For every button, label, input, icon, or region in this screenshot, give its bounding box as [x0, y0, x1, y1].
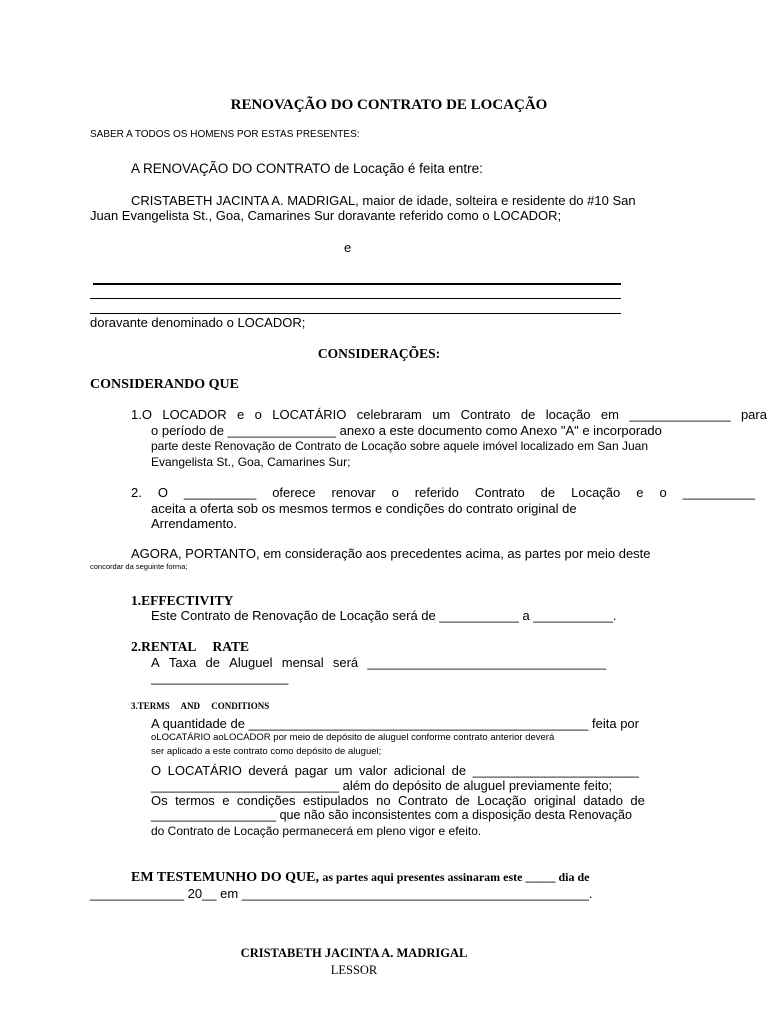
agree-form-line: concordar da seguinte forma; — [90, 562, 188, 571]
intro-line: SABER A TODOS OS HOMENS POR ESTAS PRESENTES: — [90, 129, 360, 140]
item1-word: celebraram — [356, 407, 422, 422]
section2-word: de — [205, 655, 220, 670]
section3-word: de — [455, 793, 470, 808]
item1-word: um — [432, 407, 451, 422]
section2-rate-line — [151, 655, 606, 670]
item1-word: locação — [545, 407, 591, 422]
witness-rest: as partes aqui presentes assinaram este _____ dia de — [322, 870, 590, 884]
section1-heading: 1.EFFECTIVITY — [131, 593, 234, 608]
item2-word: Locação — [571, 485, 621, 500]
item2-line2: aceita a oferta sob os mesmos termos e condições do contrato original de — [151, 501, 577, 516]
section2-line2: ___________________ — [151, 670, 289, 685]
section3-word: datado — [583, 793, 623, 808]
item1-line2: o período de _______________ anexo a este documento como Anexo "A" e incorporado — [151, 423, 662, 438]
section3-word: condições — [236, 793, 296, 808]
item1-blank: ______________ — [629, 407, 731, 422]
section3-word: estipulados — [302, 793, 369, 808]
item1-word: para — [740, 407, 767, 422]
item1-word: LOCATÁRIO — [272, 407, 347, 422]
section3-additional-line2: __________________________ além do depósito de aluguel previamente feito; — [151, 778, 613, 793]
party1-line2: Juan Evangelista St., Goa, Camarines Sur doravante referido como o LOCADOR; — [90, 208, 562, 223]
section3-word: pagar — [294, 763, 328, 778]
item1-word: Contrato — [460, 407, 511, 422]
witness-lead: EM TESTEMUNHO DO QUE, — [131, 870, 319, 885]
item1-word: e — [237, 407, 245, 422]
item1-word: em — [600, 407, 619, 422]
signature-role: LESSOR — [330, 963, 378, 977]
and-word: e — [344, 240, 352, 255]
section2-blank: _________________________________ — [367, 655, 606, 670]
party1-line1: CRISTABETH JACINTA A. MADRIGAL, maior de idade, solteira e residente do #10 San — [131, 193, 636, 208]
section3-terms-line3: do Contrato de Locação permanecerá em pleno vigor e efeito. — [151, 824, 482, 838]
section3-word: valor — [359, 763, 388, 778]
section3-deposit-line2: ser aplicado a este contrato como depósito de aluguel; — [151, 746, 382, 757]
section3-word: Os — [151, 793, 168, 808]
section2-word: Taxa — [168, 655, 197, 670]
item2-word: Contrato — [474, 485, 525, 500]
considerations-heading: CONSIDERAÇÕES: — [317, 346, 441, 361]
section3-word: Locação — [477, 793, 527, 808]
item1-line3: parte deste Renovação de Contrato de Locação sobre aquele imóvel localizado em San Juan — [151, 439, 648, 453]
party2-blank-line-1 — [93, 283, 621, 285]
section3-word: original — [533, 793, 576, 808]
item1-line1 — [131, 407, 767, 422]
section2-word: Aluguel — [229, 655, 273, 670]
section2-heading: 2.RENTAL RATE — [131, 639, 250, 654]
section3-word: termos — [175, 793, 215, 808]
item2-line3: Arrendamento. — [151, 516, 237, 531]
section3-word: e — [222, 793, 230, 808]
between-line: A RENOVAÇÃO DO CONTRATO de Locação é feita entre: — [131, 161, 483, 176]
section3-word: de — [630, 793, 645, 808]
section3-word: adicional — [393, 763, 446, 778]
item1-line4: Evangelista St., Goa, Camarines Sur; — [151, 455, 351, 469]
item2-blank: __________ — [183, 485, 257, 500]
section3-blank: _______________________ — [472, 763, 639, 778]
party2-blank-line-3 — [90, 313, 621, 314]
signature-name: CRISTABETH JACINTA A. MADRIGAL — [240, 946, 468, 960]
now-therefore-line: AGORA, PORTANTO, em consideração aos precedentes acima, as partes por meio deste — [131, 546, 651, 561]
section1-text: Este Contrato de Renovação de Locação será de ___________ a ___________. — [151, 608, 617, 623]
item2-word: 2. — [131, 485, 142, 500]
considering-heading: CONSIDERANDO QUE — [90, 377, 239, 392]
section3-terms-line2: __________________ que não são inconsistentes com a disposição desta Renovação — [151, 808, 632, 822]
item1-word: LOCADOR — [162, 407, 227, 422]
section3-deposit-line1: oLOCATÁRIO aoLOCADOR por meio de depósito de aluguel conforme contrato anterior deverá — [151, 732, 555, 743]
section3-word: O — [151, 763, 162, 778]
section3-word: LOCATÁRIO — [167, 763, 242, 778]
document-title: RENOVAÇÃO DO CONTRATO DE LOCAÇÃO — [230, 97, 548, 113]
section3-word: deverá — [248, 763, 289, 778]
witness-line2: _____________ 20__ em ________________________________________________. — [90, 886, 593, 901]
section3-word: no — [376, 793, 391, 808]
item2-line1 — [131, 485, 755, 500]
item1-word: de — [520, 407, 536, 422]
section3-terms-line1 — [151, 793, 645, 808]
item2-word: referido — [414, 485, 459, 500]
witness-line1 — [131, 869, 590, 885]
party2-blank-line-2 — [90, 298, 621, 299]
section3-qty-line: A quantidade de _______________________________________________ feita por — [151, 716, 639, 731]
section2-word: mensal — [281, 655, 324, 670]
item2-word: renovar — [331, 485, 376, 500]
section3-additional-line1 — [151, 763, 639, 778]
item2-word: o — [659, 485, 667, 500]
item1-word: o — [254, 407, 262, 422]
section3-word: de — [451, 763, 467, 778]
item2-word: e — [636, 485, 644, 500]
item2-word: de — [540, 485, 556, 500]
item2-blank: __________ — [682, 485, 755, 500]
party2-label: doravante denominado o LOCADOR; — [90, 315, 306, 330]
item1-word: 1.O — [131, 407, 152, 422]
section2-word: A — [151, 655, 160, 670]
section3-heading: 3.TERMS AND CONDITIONS — [131, 701, 270, 711]
item2-word: O — [157, 485, 168, 500]
item2-word: oferece — [272, 485, 316, 500]
section3-word: um — [334, 763, 353, 778]
section3-word: Contrato — [398, 793, 448, 808]
item2-word: o — [391, 485, 399, 500]
section2-word: será — [332, 655, 359, 670]
